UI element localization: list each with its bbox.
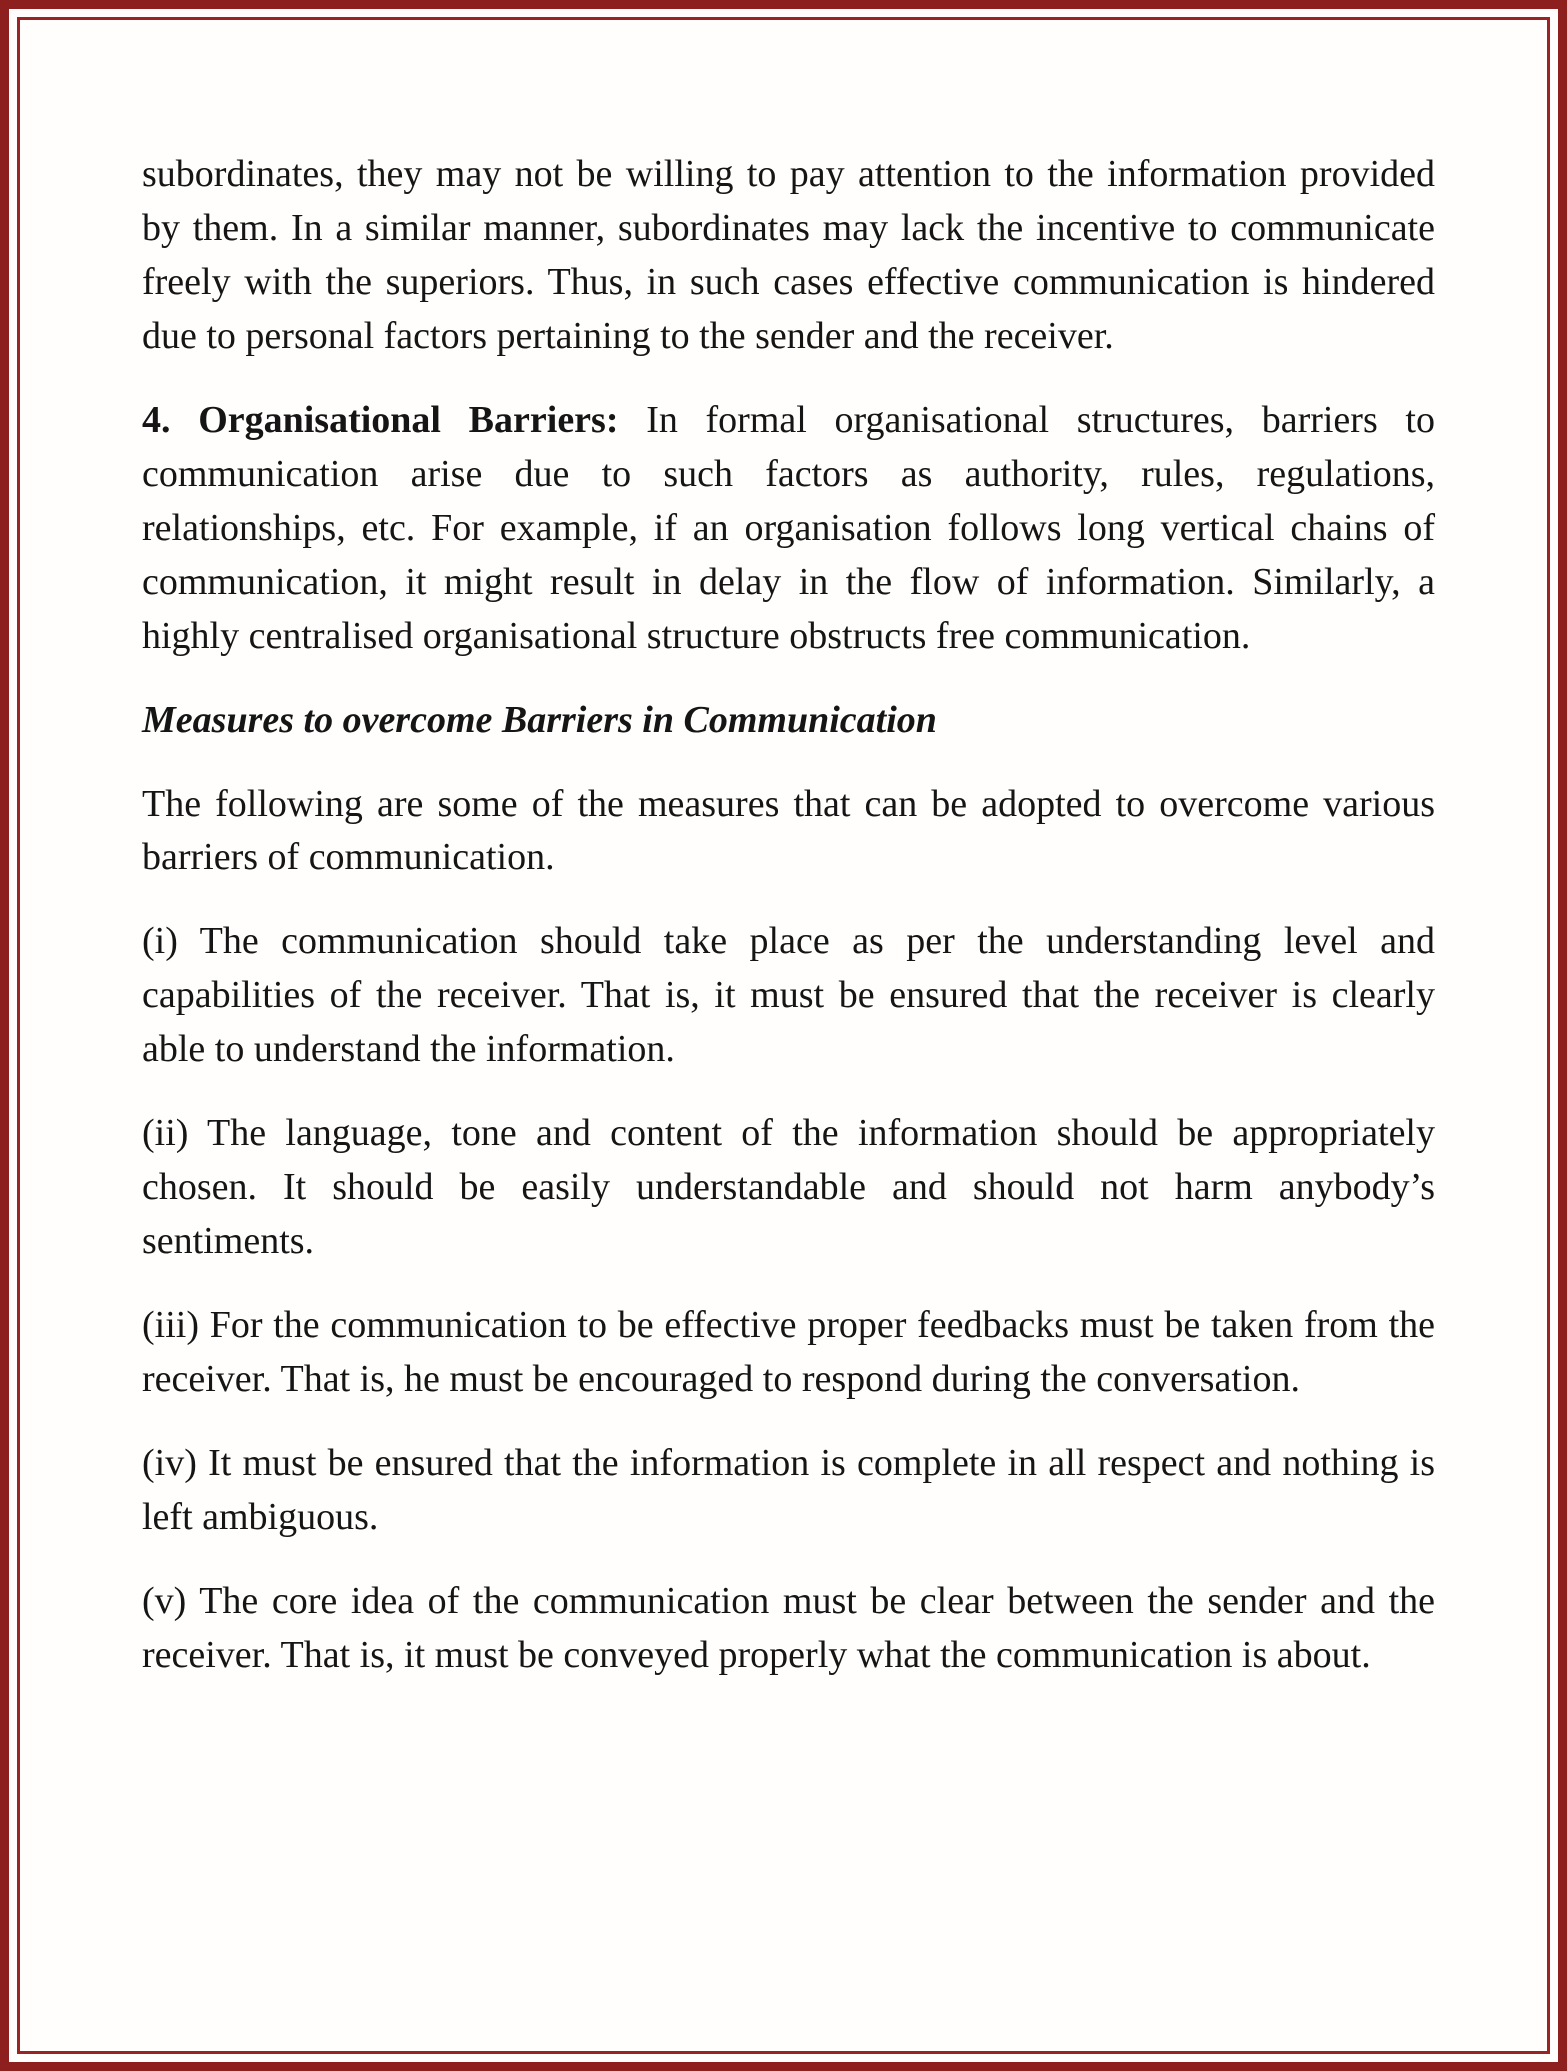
- measure-item-1: [142, 915, 1435, 1077]
- paragraph-text: In formal organisational structures, barriers to communication arise due to such factors as authority, rules, regulations, relationships, etc. For example, if an organisation follows long vertical chains of communication, it might result in delay in the flow of information. Similarly, a highly centralised organisational structure obstructs free communication.: [142, 398, 1435, 657]
- paragraph-text: The following are some of the measures that can be adopted to overcome various barriers of communication.: [142, 782, 1435, 879]
- measure-item-3: [142, 1299, 1435, 1407]
- document-content: [142, 148, 1435, 1683]
- paragraph-bold-lead: 4. Organisational Barriers:: [142, 398, 619, 441]
- paragraph-intro: [142, 778, 1435, 886]
- paragraph-text: subordinates, they may not be willing to pay attention to the information provided by them. In a similar manner, subordinates may lack the incentive to communicate freely with the superiors. Thus, in such cases effective communication is hindered due to personal factors pertaining to the sender and the receiver.: [142, 153, 1435, 357]
- paragraph-organisational-barriers: [142, 394, 1435, 664]
- measure-text: (i) The communication should take place as per the understanding level and capabilities of the receiver. That is, it must be ensured that the receiver is clearly able to understand the information.: [142, 920, 1435, 1071]
- measure-text: (v) The core idea of the communication must be clear between the sender and the receiver. That is, it must be conveyed properly what the communication is about.: [142, 1579, 1435, 1676]
- measure-item-5: [142, 1575, 1435, 1683]
- page-border-inner: [17, 17, 1550, 2054]
- measure-text: (iii) For the communication to be effective proper feedbacks must be taken from the receiver. That is, he must be encouraged to respond during the conversation.: [142, 1304, 1435, 1401]
- measure-text: (iv) It must be ensured that the information is complete in all respect and nothing is left ambiguous.: [142, 1442, 1435, 1539]
- measure-item-2: [142, 1107, 1435, 1269]
- section-heading-measures: Measures to overcome Barriers in Communication: [142, 698, 937, 741]
- paragraph-subordinates: [142, 148, 1435, 364]
- measure-item-4: [142, 1437, 1435, 1545]
- measure-text: (ii) The language, tone and content of the information should be appropriately chosen. It should be easily understandable and should not harm anybody’s sentiments.: [142, 1112, 1435, 1263]
